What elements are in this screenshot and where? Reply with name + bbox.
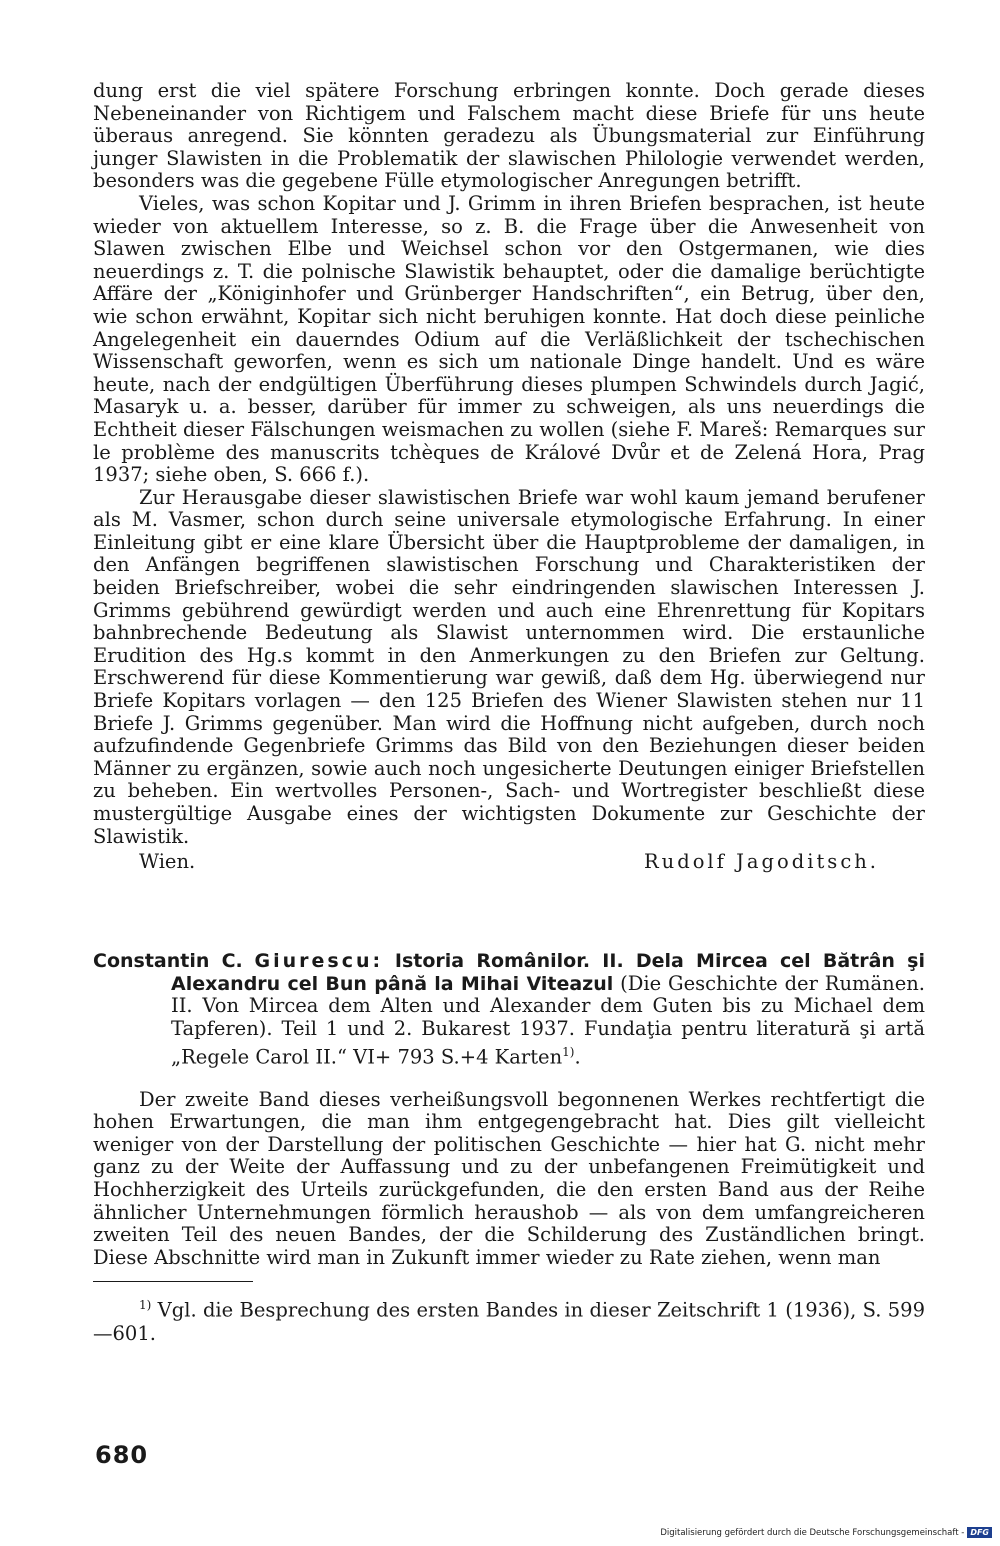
dfg-logo: DFG (967, 1527, 992, 1538)
page-number: 680 (95, 1441, 149, 1469)
footnote (93, 1294, 925, 1345)
article-paragraph-2: Vieles, was schon Kopitar und J. Grimm in ihren Briefen besprachen, ist heute wieder von aktuellem Interesse, so z. B. die Frage über die Anwesenheit von Slawen zwischen Elbe und Weichsel schon vor den Ostgermanen, wie dies neuerdings z. T. die polnische Slawistik behauptet, oder die damalige berüchtigte Affäre der „Königinhofer und Grünberger Handschriften“, ein Betrug, über den, wie schon erwähnt, Kopitar sich nicht beruhigen konnte. Hat doch diese peinliche Angelegenheit ein dauerndes Odium auf die Verläßlichkeit der tschechischen Wissenschaft geworfen, wenn es sich um nationale Dinge handelt. Und es wäre heute, nach der endgültigen Überführung dieses plumpen Schwindels durch Jagić, Masaryk u. a. besser, darüber für immer zu schweigen, als uns neuerdings die Echtheit dieser Fälschungen weismachen zu wollen (siehe F. Mareš: Remarques sur le problème des manuscrits tchèques de Králové Dvůr et de Zelená Hora, Prag 1937; siehe oben, S. 666 f.). (93, 191, 925, 487)
review-book-details: (Die Geschichte der Rumänen. II. Von Mircea dem Alten und Alexander dem Guten bis zu Michael dem Tapferen). Teil 1 und 2. Bukarest 1937. Fundaţia pentru literatură şi artă „Regele Carol II.“ VI+ 793 S.+4 Karten (171, 971, 925, 1069)
review-body: Der zweite Band dieses verheißungsvoll begonnenen Werkes rechtfertigt die hohen Erwartungen, die man ihm entgegengebracht hat. Dies gilt vielleicht weniger von der Darstellung der politischen Geschichte — hier hat G. nicht mehr ganz zu der Weite der Auffassung und zu der unbefangenen Freimütigkeit und Hochherzigkeit des Urteils zurückgefunden, die den ersten Band aus der Reihe ähnlicher Unternehmungen förmlich heraushob — als von dem umfangreicheren zweiten Teil des neuen Bandes, der die Schilderung des Zuständlichen bringt. Diese Abschnitte wird man in Zukunft immer wieder zu Rate ziehen, wenn man (93, 1087, 925, 1269)
article-paragraph-3: Zur Herausgabe dieser slawistischen Briefe war wohl kaum jemand berufener als M. Vasmer, schon durch seine universale etymologische Erfahrung. In einer Einleitung gibt er eine klare Übersicht über die Hauptprobleme der damaligen, in den Anfängen begriffenen slawistischen Forschung und Charakteristiken der beiden Briefschreiber, wobei die sehr eindringenden slawischen Interessen J. Grimms gebührend gewürdigt werden und auch eine Ehrenrettung für Kopitars bahnbrechende Bedeutung als Slawist unternommen wird. Die erstaunliche Erudition des Hg.s kommt in den Anmerkungen zu den Briefen zur Geltung. Erschwerend für diese Kommentierung war gewiß, daß dem Hg. überwiegend nur Briefe Kopitars vorlagen — den 125 Briefen des Wiener Slawisten stehen nur 11 Briefe J. Grimms gegenüber. Man wird die Hoffnung nicht aufgeben, durch noch aufzufindende Gegenbriefe Grimms das Bild von den Beziehungen dieser beiden Männer zu ergänzen, sowie auch noch ungesicherte Deutungen einiger Briefstellen zu beheben. Ein wertvolles Personen-, Sach- und Wortregister beschließt diese mustergültige Ausgabe eines der wichtigsten Dokumente zur Geschichte der Slawistik. (93, 485, 925, 848)
digitization-credit (660, 1527, 992, 1538)
footnote-text: Vgl. die Besprechung des ersten Bandes in dieser Zeitschrift 1 (1936), S. 599—601. (93, 1298, 925, 1345)
signature-author: Rudolf Jagoditsch. (643, 850, 879, 874)
article-paragraph-1: dung erst die viel spätere Forschung erbringen konnte. Doch gerade dieses Nebeneinander von Richtigem und Falschem macht diese Briefe für uns heute überaus anregend. Sie könnten geradezu als Übungsmaterial zur Einführung junger Slawisten in die Problematik der slawischen Philologie verwendet werden, besonders was die gegebene Fülle etymologischer Anregungen betrifft. (93, 79, 925, 193)
signature-place: Wien. (139, 850, 196, 874)
article-signature (93, 850, 925, 874)
footnote-mark: 1) (139, 1298, 152, 1313)
review-footnote-mark: 1) (562, 1044, 575, 1059)
review-author-last: Giurescu: (254, 950, 384, 973)
credit-text: Digitalisierung gefördert durch die Deutsche Forschungsgemeinschaft - (660, 1527, 965, 1538)
review-book-title: Istoria Românilor. II. Dela Mircea cel Bătrân şi Alexandru cel Bun până la Mihai Viteazul (171, 950, 925, 995)
footnote-divider (93, 1281, 253, 1282)
page-content (93, 80, 925, 1345)
review-heading: Constantin C. Giurescu: Istoria Românilor. II. Dela Mircea cel Bătrân şi Alexandru cel Bun până la Mihai Viteazul (Die Geschichte der Rumänen. II. Von Mircea dem Alten und Alexander dem Guten bis zu Michael dem Tapferen). Teil 1 und 2. Bukarest 1937. Fundaţia pentru literatură şi artă „Regele Carol II.“ VI+ 793 S.+4 Karten$^{1)}$. (93, 950, 925, 1069)
review-author-first: Constantin C. (93, 950, 243, 973)
